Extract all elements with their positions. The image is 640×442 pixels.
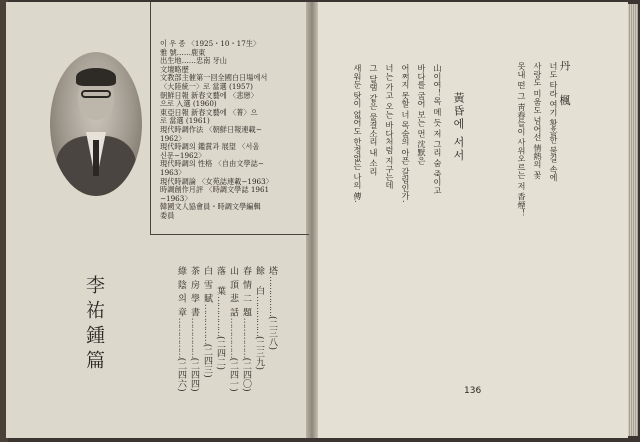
toc-title: 綠 陰 의 章: [176, 266, 186, 318]
portrait-tie: [93, 140, 99, 176]
poem2-line: 어쩌지 못할 너 목숨의 아픈 갈림인가.: [401, 64, 411, 203]
toc-page: (二四三): [202, 343, 212, 378]
toc-title: 落 葉: [215, 266, 225, 296]
bio-line: 이 우 종 〈1925・10・17生〉: [160, 39, 261, 48]
bio-line: 現代時調의 性格 〈自由文學誌−: [160, 159, 264, 169]
poem1-line: 사랑도 미움도 넘어선 情熱의 꽃: [533, 62, 543, 180]
toc-title: 餘 白: [254, 266, 264, 296]
toc-page: (二四一): [228, 357, 238, 392]
bio-line: 1963〉: [160, 167, 186, 177]
toc-title: 塔: [267, 266, 277, 276]
toc-page: (二四〇): [241, 357, 251, 392]
poem2-line: 그 달램 같은 물결소리 내 소리: [369, 64, 379, 176]
toc-leader: ……………: [241, 317, 251, 358]
toc-entry: [187, 266, 200, 416]
toc-entry: [200, 266, 213, 416]
bio-line: 出生地……忠南 牙山: [160, 56, 227, 66]
poem2-line: 山이여！목 메 듯 저 그리 숨 죽이고: [433, 64, 443, 195]
author-portrait: [50, 52, 142, 196]
table-of-contents: [174, 266, 278, 416]
toc-entry: [174, 266, 187, 416]
bio-line: 東亞日報 新春文藝에 〈菁〉으: [160, 107, 258, 117]
bio-line: 現代時調作法 〈朝鮮日報連載−: [160, 124, 262, 134]
toc-entry: [226, 266, 239, 416]
toc-title: 山 頂 悲 話: [228, 266, 238, 318]
bio-line: 時調創作月評 〈時調文學誌 1961: [160, 185, 270, 195]
bio-line: −1963〉: [160, 193, 192, 203]
toc-leader: ……………: [202, 303, 212, 344]
bio-line: 〈大陸統一〉로 當選 (1957): [160, 81, 253, 91]
portrait-hair: [76, 68, 116, 86]
toc-entry: [239, 266, 252, 416]
bio-line: 韓國文人協會員・時調文學編輯: [160, 202, 261, 212]
bio-line: 로 當選 (1961): [160, 116, 210, 126]
toc-page: (二四二): [215, 336, 225, 371]
poem2-text: [350, 64, 446, 254]
toc-entry: [265, 266, 278, 416]
toc-leader: ……………: [267, 276, 277, 316]
toc-page: (二三九): [254, 336, 264, 371]
poem1-line: 못내 떤 그 靑春들이 사위오르는 저 香煙！: [517, 62, 527, 218]
toc-leader: ……………: [254, 296, 264, 336]
page-number: 136: [464, 386, 482, 396]
poem1-text: [514, 62, 562, 242]
poem2-line: 너는 가고 오는 바다처럼 지구는데: [385, 64, 395, 190]
poem2-title: 黃昏에 서서: [452, 92, 465, 163]
bio-line: 雅 號……鹿東: [160, 47, 206, 57]
toc-leader: ……………: [228, 317, 238, 358]
toc-page: (二四六): [176, 357, 186, 392]
author-name: 李祐鍾篇: [83, 275, 105, 375]
toc-title: 春 情 二 題: [241, 266, 251, 318]
toc-leader: ……………: [215, 296, 225, 336]
bio-line: 으로 入選 (1960): [160, 99, 217, 109]
toc-title: 茶 房 學 書: [189, 266, 199, 318]
toc-entry: [252, 266, 265, 416]
poem1-line: 너도 타라 여기 황홀한 불길 속에: [549, 62, 559, 182]
poem2-line: 바다를 굽어 보는 먼 沈默은: [417, 64, 427, 165]
portrait-glasses: [81, 90, 111, 98]
bio-line: 現代時調論 〈女苑誌連載−1963〉: [160, 176, 273, 186]
bio-line: 朝鮮日報 新春文藝에 〈悲戀〉: [160, 90, 258, 100]
bio-line: 신문−1962〉: [160, 150, 206, 160]
poem1-title: 丹 楓: [558, 60, 571, 116]
bio-line: 現代時調의 鑑賞과 展望 〈서울: [160, 142, 260, 152]
toc-page: (二四四): [189, 357, 199, 392]
bio-line: 1962〉: [160, 133, 186, 143]
bio-line: 文教部主催第一回全國白日場에서: [160, 73, 268, 83]
toc-leader: ……………: [189, 317, 199, 358]
toc-title: 白 雪 賦: [202, 266, 212, 304]
author-bio: [160, 40, 308, 220]
toc-page: (二三八): [267, 316, 277, 351]
toc-entry: [213, 266, 226, 416]
poem2-line: 새워둔 탓이 없어도 한정없는 나의 傳.: [353, 64, 363, 203]
bio-line: 文壇略歷: [160, 64, 189, 74]
page-edge-stack: [628, 4, 638, 436]
bio-line: 委員: [160, 210, 175, 220]
toc-leader: ……………: [176, 317, 186, 358]
